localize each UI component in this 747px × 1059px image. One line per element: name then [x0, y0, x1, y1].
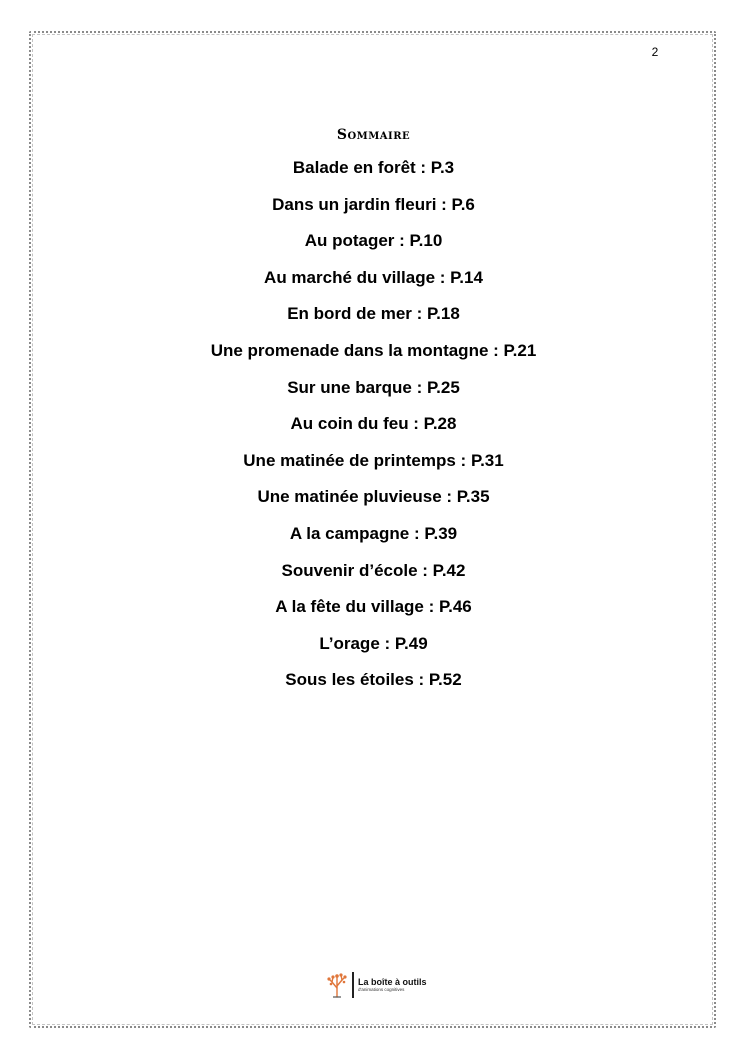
toc-item: Sur une barque : P.25: [287, 377, 460, 397]
toc-item: Une matinée de printemps : P.31: [243, 450, 504, 470]
toc-item: Souvenir d’école : P.42: [281, 560, 466, 580]
toc-item: A la campagne : P.39: [289, 523, 458, 543]
logo-text: [358, 978, 427, 993]
toc-item: En bord de mer : P.18: [287, 304, 460, 324]
toc-item: Balade en forêt : P.3: [292, 158, 455, 177]
toc-item: Au potager : P.10: [304, 231, 443, 251]
logo-name: La boîte à outils: [358, 976, 427, 987]
table-of-contents: [60, 124, 687, 699]
toc-item: Au coin du feu : P.28: [290, 414, 457, 434]
toc-item: L’orage : P.49: [319, 633, 428, 653]
toc-item: Au marché du village : P.14: [264, 267, 483, 287]
toc-list: [60, 150, 687, 699]
toc-item: Une promenade dans la montagne : P.21: [210, 340, 537, 360]
logo-divider: [352, 972, 354, 998]
logo-subtitle: d'animations cognitives: [358, 986, 405, 992]
tree-icon: [326, 972, 348, 998]
toc-item: Sous les étoiles : P.52: [285, 670, 462, 690]
toc-title: Sommaire: [336, 127, 411, 143]
toc-item: Dans un jardin fleuri : P.6: [272, 194, 475, 214]
toc-item: Une matinée pluvieuse : P.35: [257, 487, 490, 507]
page-number: 2: [651, 45, 659, 59]
toc-item: A la fête du village : P.46: [275, 597, 472, 617]
footer-logo: [326, 970, 456, 1000]
